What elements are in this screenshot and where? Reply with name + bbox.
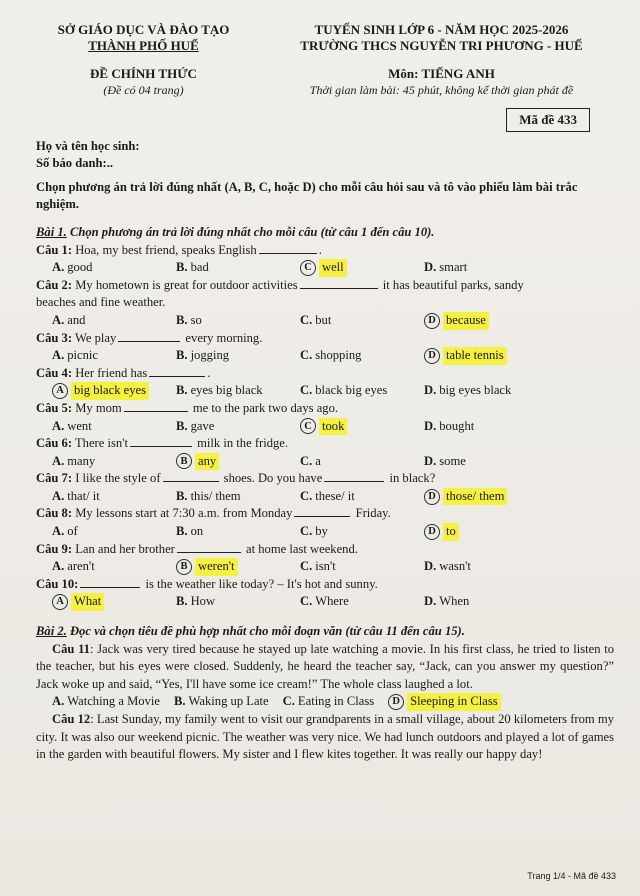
option — [300, 523, 424, 541]
option-selected — [424, 312, 584, 330]
option-letter: A. — [52, 694, 65, 709]
question-11-options — [36, 693, 614, 711]
option-letter: A. — [52, 260, 65, 275]
option-letter: D — [424, 489, 440, 505]
question-label: Câu 8: — [36, 506, 73, 521]
option — [424, 593, 584, 611]
option-letter: C. — [300, 383, 313, 398]
option — [283, 693, 375, 711]
option-selected — [424, 488, 584, 506]
option-letter: B. — [176, 312, 188, 327]
option — [52, 259, 176, 277]
question-text-b: shoes. Do you have — [220, 471, 323, 486]
option — [176, 488, 300, 506]
option — [52, 347, 176, 365]
option-letter: C. — [300, 559, 313, 574]
exam-code-row — [36, 108, 590, 132]
option-text: these/ it — [315, 488, 355, 503]
option-text: jogging — [190, 348, 230, 363]
option — [52, 523, 176, 541]
question-stem — [36, 365, 614, 383]
subheader — [36, 66, 614, 98]
question-label: Câu 1: — [36, 242, 73, 257]
school-name: TRƯỜNG THCS NGUYỄN TRI PHƯƠNG - HUẾ — [300, 38, 583, 53]
option-text: How — [190, 594, 216, 609]
option-letter: B. — [176, 418, 188, 433]
section2-number: Bài 2. — [36, 624, 67, 639]
option-text: smart — [439, 260, 468, 275]
option-text: big eyes black — [439, 383, 512, 398]
option — [52, 693, 160, 711]
question-12-label: Câu 12 — [52, 712, 91, 726]
option-letter: B. — [176, 348, 188, 363]
option-selected — [52, 593, 176, 611]
option-selected — [424, 523, 584, 541]
option — [424, 453, 584, 471]
question-stem — [36, 277, 614, 312]
exam-code-box: Mã đề 433 — [506, 108, 590, 132]
option-letter: B. — [176, 524, 188, 539]
section1-text: Chọn phương án trả lời đúng nhất cho mỗi câu (từ câu 1 đến câu 10). — [66, 224, 435, 239]
option-letter: C. — [300, 594, 313, 609]
option-letter: B. — [173, 694, 186, 709]
option-text: so — [190, 312, 202, 327]
option-letter: D. — [424, 559, 437, 574]
question-11-label: Câu 11 — [52, 641, 90, 656]
question-label: Câu 10: — [36, 576, 79, 591]
option — [52, 312, 176, 330]
answer-blank — [118, 330, 180, 342]
option-text: When — [439, 594, 470, 609]
answer-blank — [124, 400, 188, 412]
subject-block — [269, 66, 614, 98]
header — [36, 22, 614, 54]
option-text: eyes big black — [190, 383, 263, 398]
department-block — [36, 22, 251, 54]
option — [176, 259, 300, 277]
option-letter: B. — [176, 260, 188, 275]
option-text: to — [443, 523, 459, 541]
option-letter: A. — [52, 488, 65, 503]
option-letter: C — [300, 260, 316, 276]
options-row — [36, 453, 614, 471]
option-letter: D. — [424, 418, 437, 433]
option-letter: D. — [424, 383, 437, 398]
options-row — [36, 593, 614, 611]
option — [52, 418, 176, 436]
option-text: by — [315, 524, 328, 539]
option-text: gave — [190, 418, 215, 433]
options-row — [36, 418, 614, 436]
page-footer: Trang 1/4 - Mã đề 433 — [527, 871, 616, 882]
option-text: table tennis — [443, 347, 507, 365]
answer-blank-2 — [324, 470, 384, 482]
option-text: went — [67, 418, 92, 433]
question-text-b: is the weather like today? – It's hot and sunny. — [142, 576, 378, 591]
question-text-a: Lan and her brother — [72, 541, 175, 556]
time-note: Thời gian làm bài: 45 phút, không kể thời gian phát đề — [309, 83, 574, 97]
option-letter: A — [52, 594, 68, 610]
option-selected — [176, 453, 300, 471]
exam-title: TUYỂN SINH LỚP 6 - NĂM HỌC 2025-2026 — [314, 22, 569, 37]
options-row — [36, 382, 614, 400]
question-stem — [36, 576, 614, 594]
option-text: What — [71, 593, 104, 611]
question-label: Câu 4: — [36, 365, 73, 380]
question-label: Câu 9: — [36, 541, 73, 556]
option — [52, 453, 176, 471]
option-text: big black eyes — [71, 382, 149, 400]
option-text: took — [319, 418, 347, 436]
question-text-b: . — [207, 365, 211, 380]
question-text-c: in black? — [386, 471, 436, 486]
option — [52, 558, 176, 576]
option-text: and — [67, 312, 86, 327]
option-letter: B. — [176, 488, 188, 503]
option — [424, 418, 584, 436]
option-selected — [424, 347, 584, 365]
instructions: Chọn phương án trả lời đúng nhất (A, B, C, hoặc D) cho mỗi câu hỏi sau và tô vào phiếu làm bài trắc nghiệm. — [36, 179, 578, 212]
option-text: of — [67, 524, 78, 539]
question-text-a: My hometown is great for outdoor activities — [72, 277, 298, 292]
option-letter: A. — [52, 453, 65, 468]
option — [300, 488, 424, 506]
option-text: many — [67, 453, 96, 468]
option-letter: C. — [300, 312, 313, 327]
option-letter: C. — [300, 524, 313, 539]
question-text-b: . — [318, 242, 322, 257]
option-letter: B — [176, 453, 192, 469]
option-letter: A. — [52, 418, 65, 433]
question-label: Câu 2: — [36, 277, 73, 292]
question-label: Câu 7: — [36, 471, 73, 486]
option-selected — [300, 259, 424, 277]
option-text: those/ them — [443, 488, 507, 506]
answer-blank — [163, 470, 219, 482]
option-text: bought — [439, 418, 475, 433]
option-text: Waking up Late — [188, 694, 269, 709]
option-letter: C. — [282, 694, 295, 709]
options-row — [36, 312, 614, 330]
option-letter: D — [388, 694, 404, 710]
question-text-b: milk in the fridge. — [193, 436, 289, 451]
option-letter: C. — [300, 453, 313, 468]
option — [176, 382, 300, 400]
official-block — [36, 66, 251, 98]
question-label: Câu 6: — [36, 436, 73, 451]
question-text-b: at home last weekend. — [242, 541, 358, 556]
question-list — [36, 242, 614, 611]
question-text-a: Her friend has — [72, 365, 148, 380]
option-text: shopping — [315, 348, 362, 363]
option-letter: B. — [176, 383, 188, 398]
option — [300, 382, 424, 400]
answer-blank — [294, 505, 350, 517]
option — [176, 523, 300, 541]
option-text: picnic — [67, 348, 99, 363]
question-stem — [36, 541, 614, 559]
option-selected — [388, 693, 500, 711]
option-letter: C. — [300, 488, 313, 503]
option — [176, 312, 300, 330]
option-letter: A. — [52, 348, 65, 363]
section2-title — [36, 623, 614, 641]
option-selected — [300, 418, 424, 436]
question-text-c: beaches and fine weather. — [36, 295, 166, 310]
question-label: Câu 3: — [36, 330, 73, 345]
option — [176, 593, 300, 611]
option-letter: D. — [424, 453, 437, 468]
option-selected — [176, 558, 300, 576]
option-text: isn't — [315, 559, 336, 574]
section2-text: Đọc và chọn tiêu đề phù hợp nhất cho mỗi đoạn văn (từ câu 11 đến câu 15). — [66, 624, 465, 639]
official-label: ĐỀ CHÍNH THỨC — [90, 66, 197, 81]
option-text: because — [443, 312, 489, 330]
option-letter: D — [424, 524, 440, 540]
section1-title — [36, 224, 614, 242]
option-text: Eating in Class — [297, 694, 375, 709]
question-stem — [36, 505, 614, 523]
option — [300, 453, 424, 471]
answer-blank — [177, 541, 241, 553]
option-text: but — [315, 312, 332, 327]
option — [300, 312, 424, 330]
option-text: weren't — [195, 558, 238, 576]
option — [176, 418, 300, 436]
option — [300, 593, 424, 611]
option-text: this/ them — [190, 488, 241, 503]
option-text: Sleeping in Class — [407, 693, 500, 711]
option — [300, 558, 424, 576]
option — [176, 347, 300, 365]
question-stem — [36, 400, 614, 418]
question-stem — [36, 470, 614, 488]
question-12 — [36, 711, 614, 764]
question-12-text: : Last Sunday, my family went to visit our grandparents in a small village, about 20 kilometers from my city. It was also our weekend picnic. The weather was very nice. We had lunch outdoors and played a lot of games in the garden with beautiful flowers. My sister and I flew kites together. It was really our happy day! — [36, 712, 614, 762]
option-letter: B — [176, 559, 192, 575]
question-11-text: : Jack was very tired because he stayed up late watching a movie. In his first class, he tried to listen to the teacher, but his eyes were closed. Suddenly, he heard the teacher say, “Jack, can you answer my question?” Jack woke up and said, “Yes, I'll have some ice cream!” The whole class laughed a lot. — [36, 641, 614, 691]
options-row — [36, 259, 614, 277]
question-text-a: I like the style of — [72, 471, 161, 486]
question-text-a: There isn't — [72, 436, 128, 451]
option-text: some — [439, 453, 466, 468]
section1-number: Bài 1. — [36, 224, 67, 239]
option-text: any — [195, 453, 219, 471]
option-text: wasn't — [439, 559, 471, 574]
option-letter: D. — [424, 594, 437, 609]
option — [424, 382, 584, 400]
student-name-label: Họ và tên học sinh: — [36, 138, 140, 153]
option-text: bad — [190, 260, 209, 275]
answer-blank — [259, 242, 317, 254]
option-letter: A. — [52, 559, 65, 574]
option-letter: D. — [424, 260, 437, 275]
option-text: black big eyes — [315, 383, 388, 398]
options-row — [36, 558, 614, 576]
question-text-b: Friday. — [352, 506, 391, 521]
option — [300, 347, 424, 365]
options-row — [36, 488, 614, 506]
answer-blank — [149, 365, 205, 377]
question-text-a: Hoa, my best friend, speaks English — [72, 242, 257, 257]
question-text-b: every morning. — [182, 330, 263, 345]
option-selected — [52, 382, 176, 400]
pages-note: (Đề có 04 trang) — [103, 83, 184, 97]
options-row — [36, 347, 614, 365]
exam-title-block — [269, 22, 614, 54]
option-letter: A — [52, 383, 68, 399]
option-letter: B. — [176, 594, 188, 609]
option-text: good — [67, 260, 93, 275]
options-row — [36, 523, 614, 541]
option — [424, 259, 584, 277]
option-letter: A. — [52, 312, 65, 327]
question-11 — [36, 641, 614, 694]
subject-label: Môn: TIẾNG ANH — [388, 66, 495, 81]
option-letter: D — [424, 313, 440, 329]
option-text: Where — [315, 594, 349, 609]
question-text-a: We play — [72, 330, 117, 345]
question-text-b: it has beautiful parks, sandy — [379, 277, 524, 292]
question-stem — [36, 435, 614, 453]
option-letter: A. — [52, 524, 65, 539]
option — [174, 693, 269, 711]
question-label: Câu 5: — [36, 400, 73, 415]
dept-line1: SỞ GIÁO DỤC VÀ ĐÀO TẠO — [57, 22, 230, 37]
option-text: on — [190, 524, 204, 539]
option-text: well — [319, 259, 347, 277]
question-text-b: me to the park two days ago. — [189, 400, 339, 415]
option-letter: C. — [300, 348, 313, 363]
answer-blank — [300, 277, 378, 289]
option-letter: D — [424, 348, 440, 364]
question-text-a: My mom — [72, 400, 122, 415]
option-text: a — [315, 453, 321, 468]
option-text: that/ it — [67, 488, 100, 503]
option-letter: C — [300, 418, 316, 434]
option — [52, 488, 176, 506]
answer-blank — [130, 435, 192, 447]
option — [424, 558, 584, 576]
student-id-label: Số báo danh:.. — [36, 156, 113, 171]
question-stem — [36, 242, 614, 260]
student-info — [36, 138, 614, 173]
answer-blank — [80, 576, 140, 588]
question-text-a: My lessons start at 7:30 a.m. from Monday — [72, 506, 293, 521]
option-text: aren't — [67, 559, 95, 574]
dept-line2: THÀNH PHỐ HUẾ — [88, 38, 199, 53]
option-text: Watching a Movie — [67, 694, 160, 709]
question-stem — [36, 330, 614, 348]
